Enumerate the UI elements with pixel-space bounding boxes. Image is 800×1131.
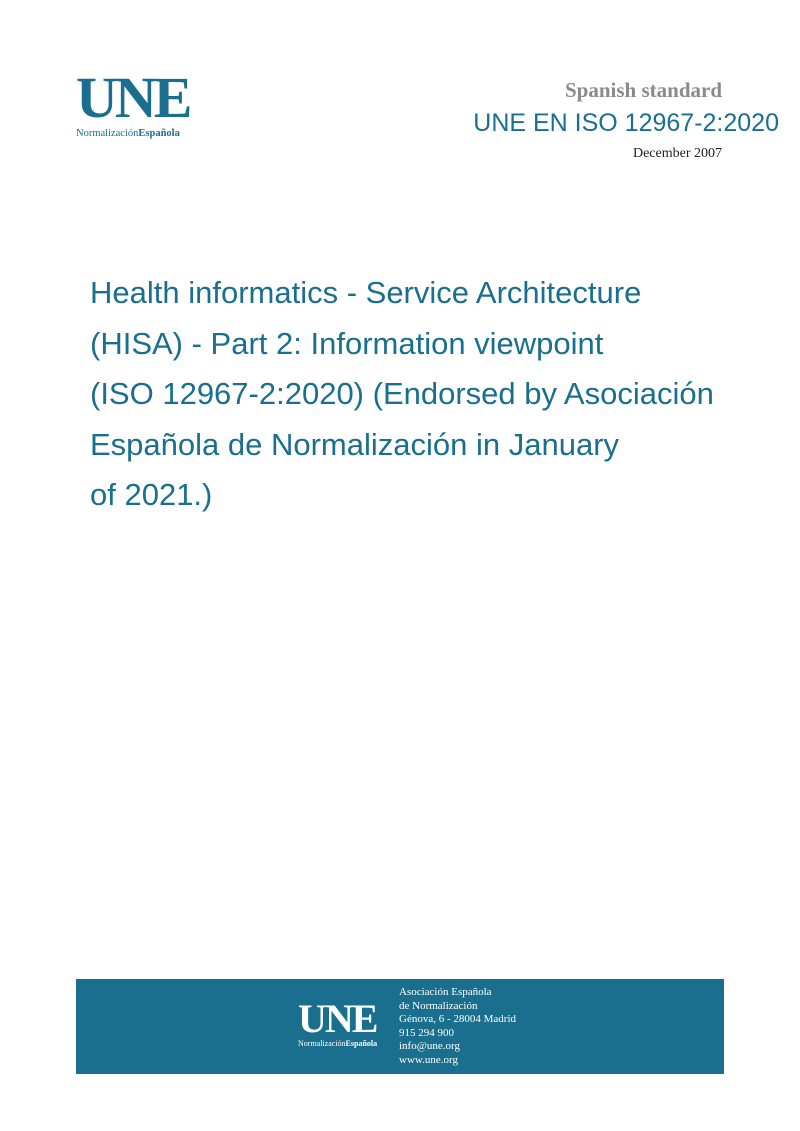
standard-label: Spanish standard bbox=[565, 78, 722, 102]
title-line: (ISO 12967-2:2020) (Endorsed by Asociación bbox=[90, 376, 714, 411]
standard-code: UNE EN ISO 12967-2:2020 bbox=[473, 109, 779, 137]
org-name-line1: Asociación Española bbox=[399, 986, 492, 998]
document-title bbox=[90, 268, 780, 521]
footer-banner bbox=[76, 979, 724, 1074]
logo-mark: UNE bbox=[76, 65, 190, 130]
footer-logo bbox=[298, 996, 378, 1048]
title-line: Health informatics - Service Architecture bbox=[90, 275, 642, 310]
footer-contact-info bbox=[399, 986, 516, 1067]
email-link[interactable]: info@une.org bbox=[399, 1040, 460, 1052]
footer-logo-mark: UNE bbox=[298, 996, 377, 1041]
website-link[interactable]: www.une.org bbox=[399, 1053, 458, 1066]
logo-subtitle bbox=[76, 128, 189, 139]
title-line: (HISA) - Part 2: Information viewpoint bbox=[90, 325, 604, 361]
footer-logo-subtitle bbox=[298, 1039, 377, 1048]
logo-subtitle-bold: Española bbox=[138, 128, 180, 139]
logo-subtitle-normal: Normalización bbox=[76, 128, 139, 139]
standard-date: December 2007 bbox=[632, 146, 722, 161]
address: Génova, 6 - 28004 Madrid bbox=[399, 1013, 517, 1025]
title-line: of 2021.) bbox=[90, 477, 213, 512]
org-name-line2: de Normalización bbox=[399, 999, 478, 1012]
title-line: Española de Normalización in January bbox=[90, 426, 620, 462]
footer-logo-subtitle-bold: Española bbox=[345, 1039, 378, 1048]
phone: 915 294 900 bbox=[399, 1026, 454, 1039]
footer-logo-subtitle-normal: Normalización bbox=[298, 1039, 346, 1048]
une-logo bbox=[76, 65, 190, 139]
standard-header bbox=[473, 78, 779, 162]
